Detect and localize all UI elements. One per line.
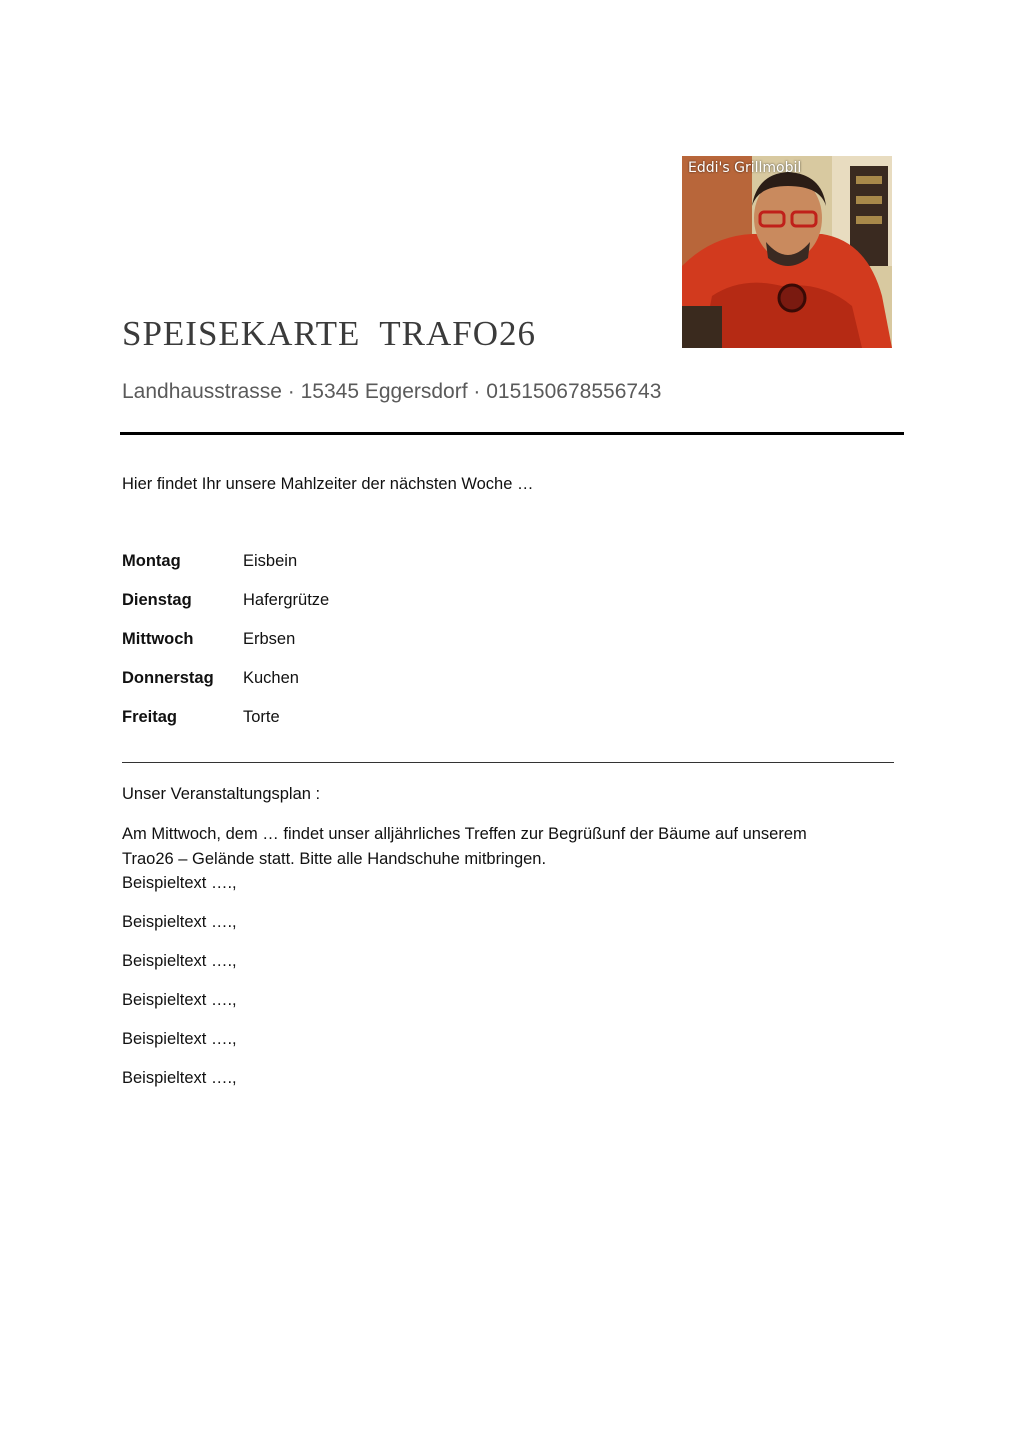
example-text: Beispieltext ….,	[122, 874, 237, 892]
menu-day: Mittwoch	[122, 630, 194, 648]
grillmobil-photo	[682, 156, 892, 348]
events-description	[122, 822, 882, 872]
example-list	[122, 873, 237, 1107]
portrait-illustration	[682, 156, 892, 348]
events-line: Trao26 – Gelände statt. Bitte alle Handschuhe mitbringen.	[122, 850, 547, 868]
header-divider	[120, 432, 904, 435]
example-text: Beispieltext ….,	[122, 913, 237, 931]
section-divider	[122, 762, 894, 763]
menu-row	[122, 708, 622, 747]
menu-day: Dienstag	[122, 591, 192, 609]
menu-row	[122, 552, 622, 591]
menu-row	[122, 591, 622, 630]
events-heading: Unser Veranstaltungsplan :	[122, 785, 321, 803]
menu-dish: Kuchen	[243, 669, 299, 687]
events-line: Am Mittwoch, dem … findet unser alljährliches Treffen zur Begrüßunf der Bäume auf unserem	[122, 825, 807, 843]
menu-row	[122, 630, 622, 669]
menu-dish: Eisbein	[243, 552, 298, 570]
example-text: Beispieltext ….,	[122, 1030, 237, 1048]
menu-row	[122, 669, 622, 708]
example-text: Beispieltext ….,	[122, 1069, 237, 1087]
menu-day: Freitag	[122, 708, 178, 726]
menu-dish: Hafergrütze	[243, 591, 330, 609]
page-title: SPEISEKARTE TRAFO26	[122, 314, 536, 353]
address-line: Landhausstrasse · 15345 Eggersdorf · 015150678556743	[122, 380, 662, 403]
weekly-menu	[122, 552, 622, 747]
example-text: Beispieltext ….,	[122, 991, 237, 1009]
menu-day: Donnerstag	[122, 669, 214, 687]
example-text: Beispieltext ….,	[122, 952, 237, 970]
photo-caption: Eddi's Grillmobil	[688, 160, 802, 176]
intro-text: Hier findet Ihr unsere Mahlzeiter der nächsten Woche …	[122, 475, 534, 493]
menu-day: Montag	[122, 552, 181, 570]
menu-dish: Erbsen	[243, 630, 296, 648]
menu-dish: Torte	[243, 708, 280, 726]
